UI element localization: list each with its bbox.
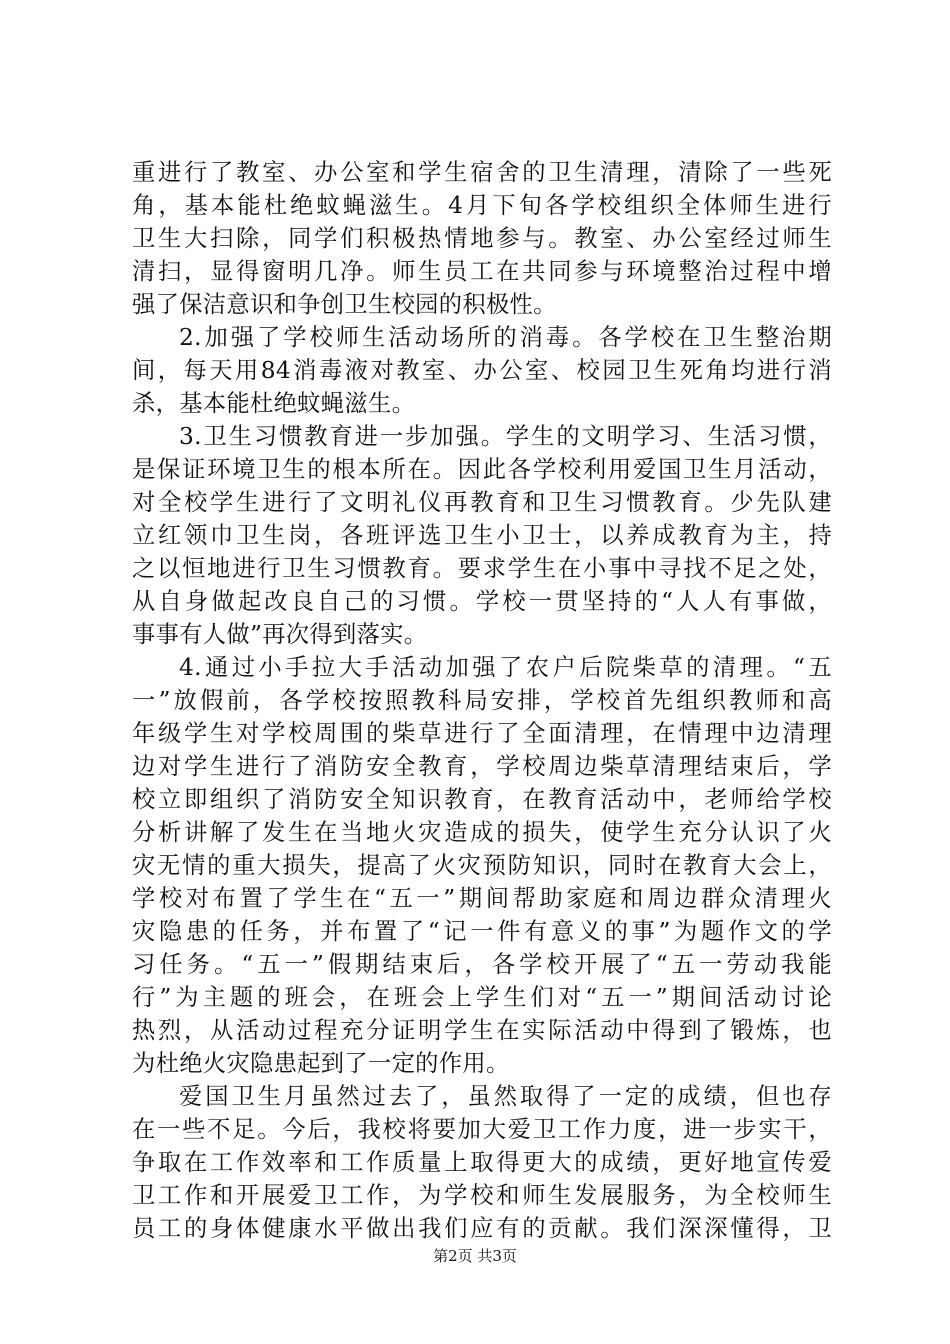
text-line: 对全校学生进行了文明礼仪再教育和卫生习惯教育。少先队建 <box>132 489 832 516</box>
text-line: 灾隐患的任务，并布置了“记一件有意义的事”为题作文的学 <box>132 918 832 945</box>
text-line: 在一些不足。今后，我校将要加大爱卫工作力度，进一步实干， <box>132 1116 832 1143</box>
text-line: 一”放假前，各学校按照教科局安排，学校首先组织教师和高 <box>132 687 832 714</box>
text-line: 清扫，显得窗明几净。师生员工在共同参与环境整治过程中增 <box>132 258 832 285</box>
document-body <box>132 156 832 1245</box>
text-line: 从自身做起改良自己的习惯。学校一贯坚持的“人人有事做， <box>132 588 832 615</box>
text-line: 卫生大扫除，同学们积极热情地参与。教室、办公室经过师生 <box>132 225 832 252</box>
text-line: 强了保洁意识和争创卫生校园的积极性。 <box>132 291 557 318</box>
text-line: 4.通过小手拉大手活动加强了农户后院柴草的清理。“五 <box>179 654 832 681</box>
text-line: 3.卫生习惯教育进一步加强。学生的文明学习、生活习惯， <box>179 423 832 450</box>
text-line: 边对学生进行了消防安全教育，学校周边柴草清理结束后，学 <box>132 753 832 780</box>
text-line: 习任务。“五一”假期结束后，各学校开展了“五一劳动我能 <box>132 951 832 978</box>
text-line: 学校对布置了学生在“五一”期间帮助家庭和周边群众清理火 <box>132 885 832 912</box>
text-line: 年级学生对学校周围的柴草进行了全面清理，在情理中边清理 <box>132 720 832 747</box>
text-line: 为杜绝火灾隐患起到了一定的作用。 <box>132 1050 510 1077</box>
text-line: 行”为主题的班会，在班会上学生们对“五一”期间活动讨论 <box>132 984 832 1011</box>
text-line: 争取在工作效率和工作质量上取得更大的成绩，更好地宣传爱 <box>132 1149 832 1176</box>
text-line: 角，基本能杜绝蚊蝇滋生。4月下旬各学校组织全体师生进行 <box>132 192 832 219</box>
text-line: 分析讲解了发生在当地火灾造成的损失，使学生充分认识了火 <box>132 819 832 846</box>
text-line: 灾无情的重大损失，提高了火灾预防知识，同时在教育大会上， <box>132 852 832 879</box>
text-line: 热烈，从活动过程充分证明学生在实际活动中得到了锻炼，也 <box>132 1017 832 1044</box>
text-line: 立红领巾卫生岗，各班评选卫生小卫士，以养成教育为主，持 <box>132 522 832 549</box>
page-footer: 第2页 共3页 <box>433 1247 517 1265</box>
text-line: 卫工作和开展爱卫工作，为学校和师生发展服务，为全校师生 <box>132 1182 832 1209</box>
text-line: 杀，基本能杜绝蚊蝇滋生。 <box>132 390 416 417</box>
text-line: 爱国卫生月虽然过去了，虽然取得了一定的成绩，但也存 <box>179 1083 832 1110</box>
text-line: 员工的身体健康水平做出我们应有的贡献。我们深深懂得，卫 <box>132 1215 832 1242</box>
text-line: 间，每天用84消毒液对教室、办公室、校园卫生死角均进行消 <box>132 357 832 384</box>
text-line: 是保证环境卫生的根本所在。因此各学校利用爱国卫生月活动， <box>132 456 832 483</box>
text-line: 之以恒地进行卫生习惯教育。要求学生在小事中寻找不足之处， <box>132 555 832 582</box>
text-line: 重进行了教室、办公室和学生宿舍的卫生清理，清除了一些死 <box>132 159 832 186</box>
text-line: 事事有人做”再次得到落实。 <box>132 621 428 648</box>
text-line: 2.加强了学校师生活动场所的消毒。各学校在卫生整治期 <box>179 324 832 351</box>
text-line: 校立即组织了消防安全知识教育，在教育活动中，老师给学校 <box>132 786 832 813</box>
